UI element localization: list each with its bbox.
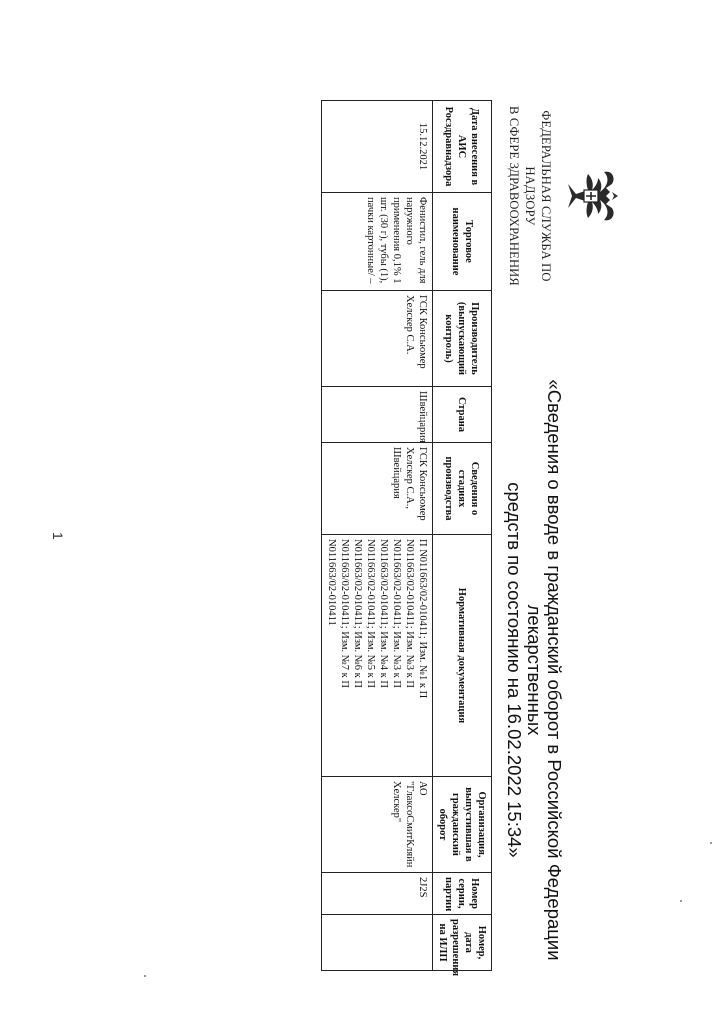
cell-trade-name: Фенистил, гель для наружного применения 0,1% 1 шт. (30 г), тубы (1), пачки картонные/ – [322,193,433,291]
cell-normative-docs [322,535,433,777]
header-series: Номер серии, партии [433,873,492,915]
header-country: Страна [433,387,492,443]
cell-country: Швейцария [322,387,433,443]
cell-manufacturer: ГСК Консьюмер Хелскер С.А. [322,291,433,387]
normative-doc-line: N011663/02-010411; Изм. №5 к П [365,539,376,688]
header-normative-docs: Нормативная документация [433,535,492,777]
cell-organization: АО "ГлаксоСмитКляйн Хелскер" [322,777,433,873]
cell-permit [322,915,433,971]
normative-doc-line: N011663/02-010411 [326,539,337,626]
normative-doc-line: N011663/02-010411; Изм. №3 к П [404,539,415,688]
normative-doc-line: N011663/02-010411; Изм. №4 к П [378,539,389,688]
cell-series: 2J2S [322,873,433,915]
normative-doc-line: N011663/02-010411; Изм. №3 к П [391,539,402,688]
title-line-1: «Сведения о вводе в гражданский оборот в Российской Федерации лекарственных [524,379,565,961]
header-manufacturer: Производитель (выпускающий контроль) [433,291,492,387]
table-header-row [433,101,492,971]
header-stages: Сведения о стадиях производства [433,443,492,535]
cell-date: 15.12.2021 [322,101,433,193]
table-row [322,101,433,971]
header-organization: Организация, выпустившая в гражданский оборот [433,777,492,873]
org-name-line-2: В СФЕРЕ ЗДРАВООХРАНЕНИЯ [507,106,521,286]
normative-doc-line: N011663/02-010411; Изм. №6 к П [352,539,363,688]
cell-stages: ГСК Консьюмер Хелскер С.А., Швейцария [322,443,433,535]
scan-speck [710,842,712,844]
title-line-2: средств по состоянию на 16.02.2022 15:34» [504,482,525,858]
header-trade-name: Торговое наименование [433,193,492,291]
scan-speck [144,975,146,977]
header-permit: Номер, дата разрешения на ИЛП [433,915,492,971]
double-headed-eagle-icon [560,164,624,228]
agency-header [506,96,624,296]
org-name-line-1: ФЕДЕРАЛЬНАЯ СЛУЖБА ПО НАДЗОРУ [523,110,553,282]
registry-table [321,100,492,977]
normative-doc-line: П N011663/02-010411; Изм. №1 к П [417,539,428,699]
scan-speck [680,900,682,902]
normative-doc-line: N011663/02-010411; Изм. №7 к П [339,539,350,688]
page-number: 1 [50,532,66,540]
document-title [504,360,564,980]
header-date: Дата внесения в АИС Росздравнадзора [433,101,492,193]
